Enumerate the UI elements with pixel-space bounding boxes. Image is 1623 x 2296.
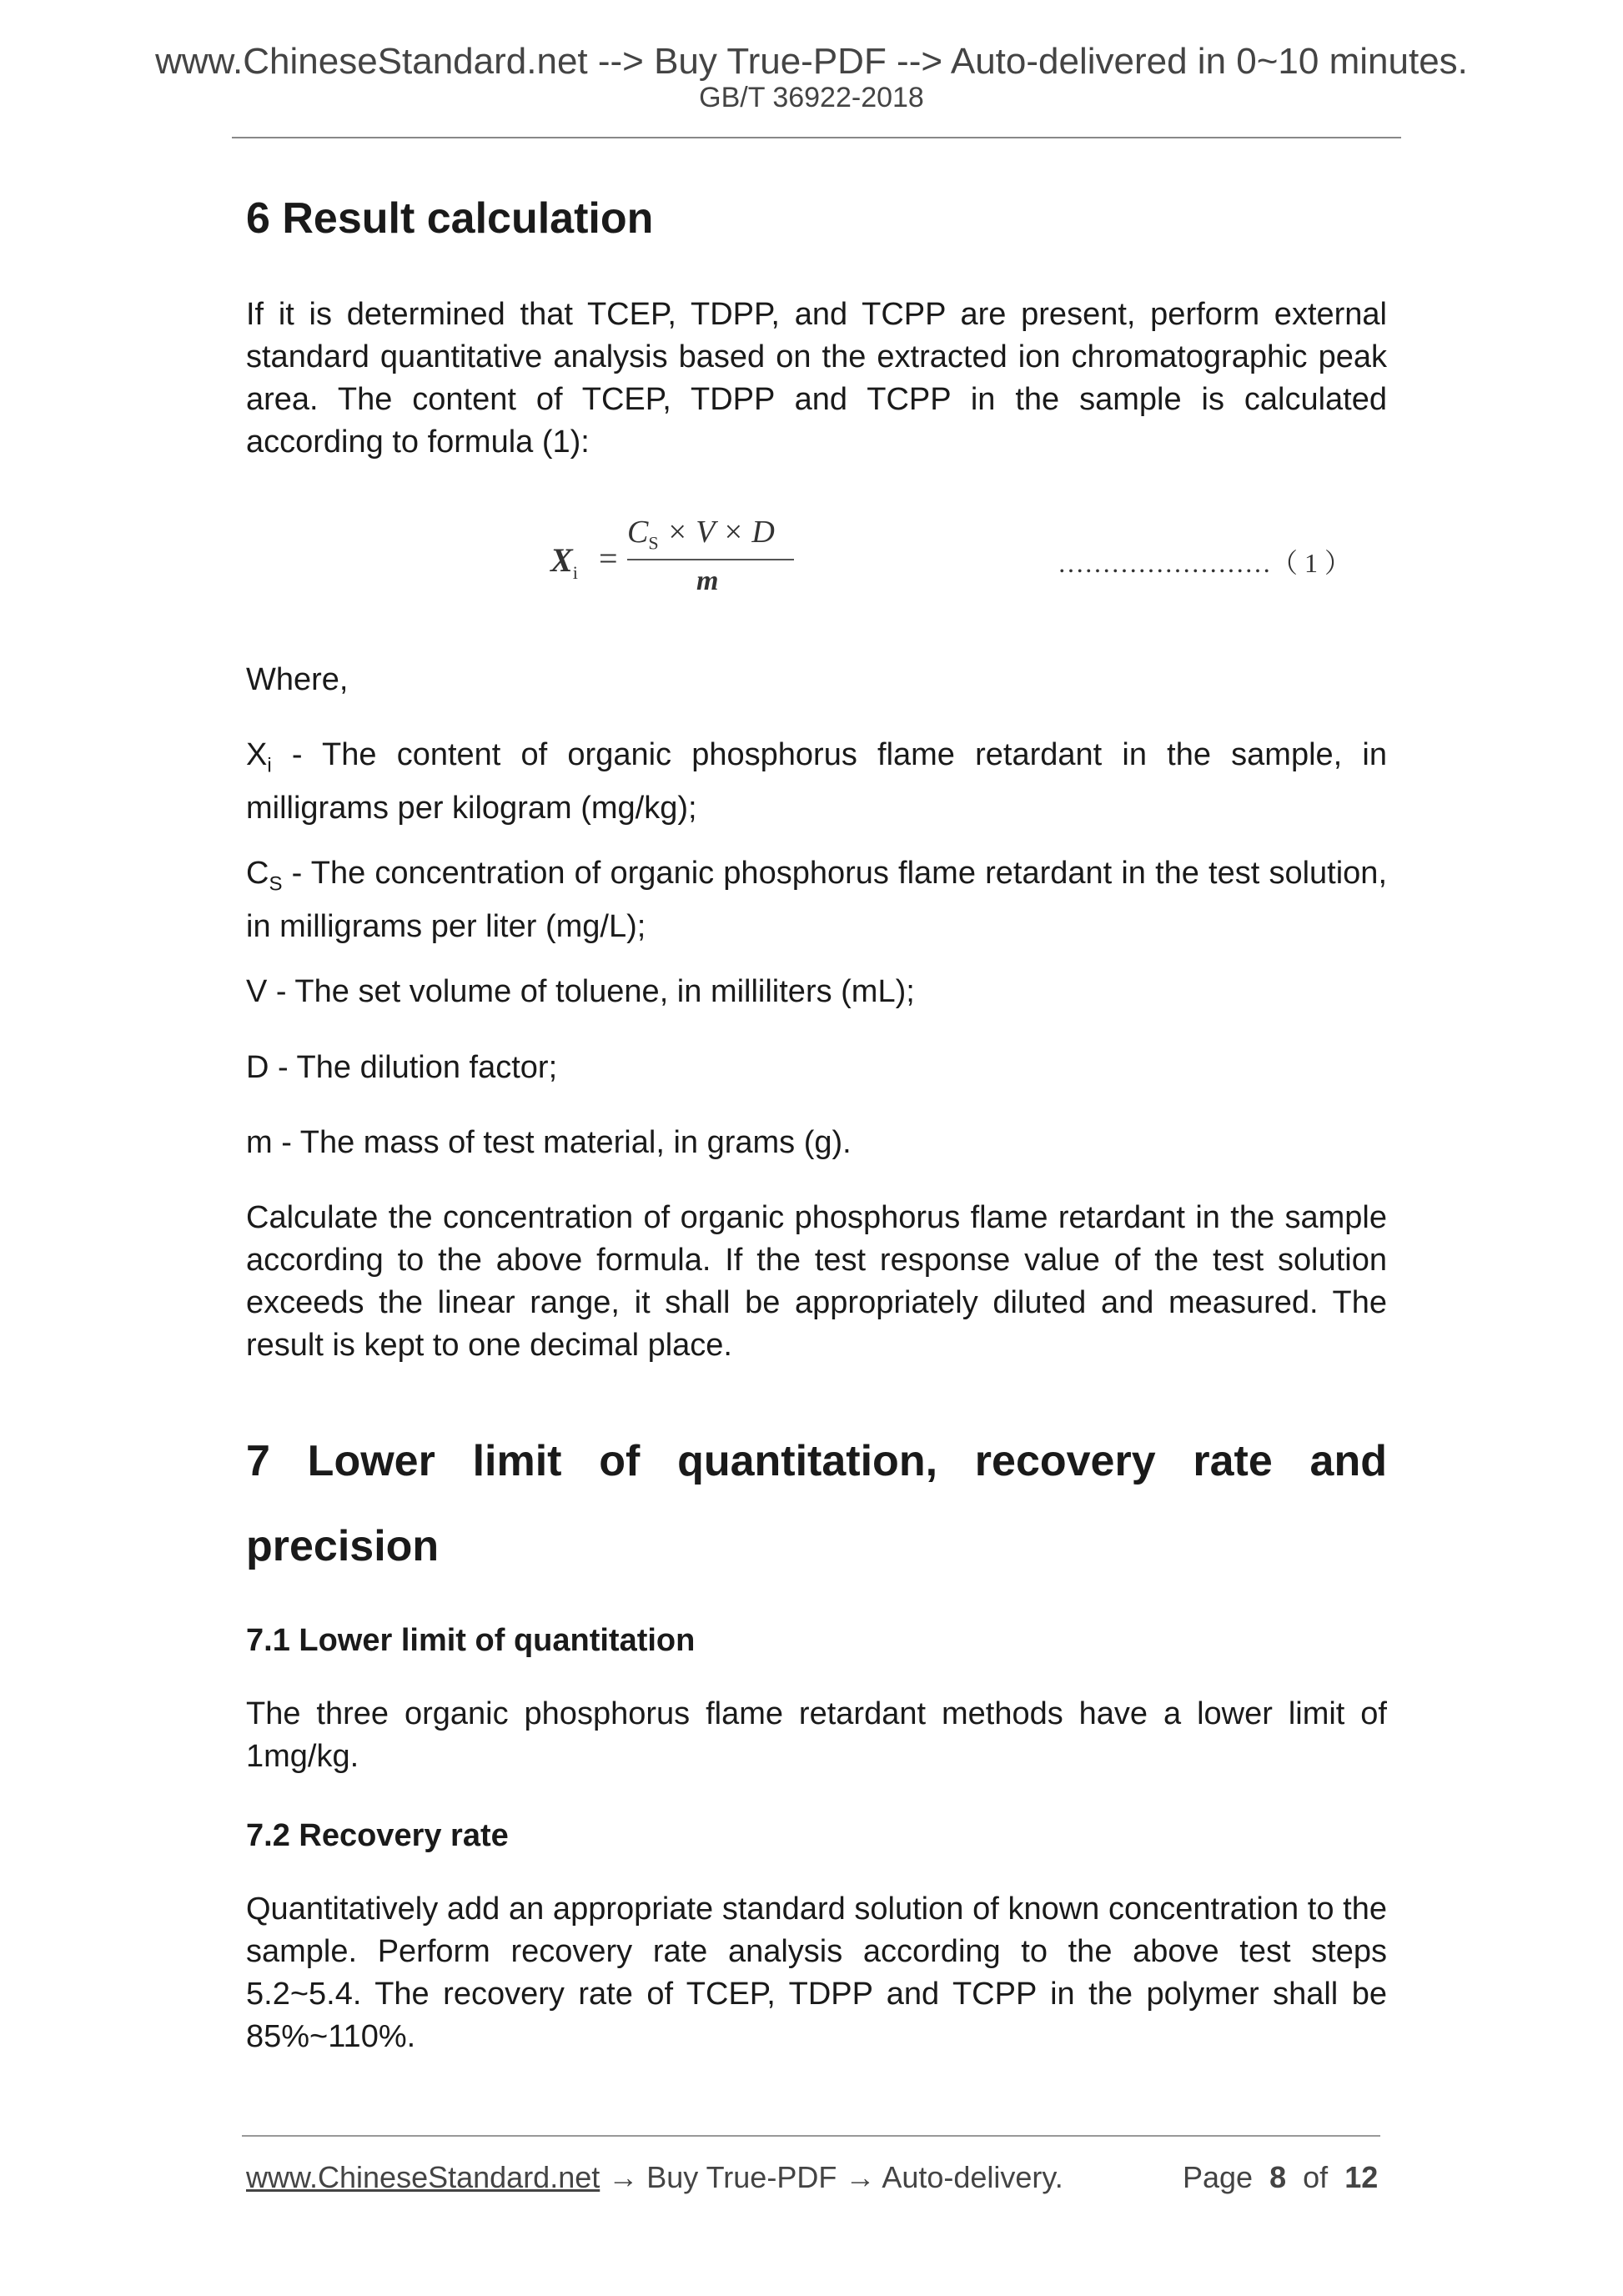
formula-lhs: $X_i$ [550,541,578,583]
footer-link-line [246,2160,1063,2195]
footer-divider [242,2135,1380,2137]
section-7-title-line2: precision [246,1522,440,1570]
footer-link-suffix: → Buy True-PDF → Auto-delivery. [600,2160,1063,2194]
section-7-2-title: 7.2 Recovery rate [246,1818,509,1853]
footer-page-number: Page 8 of 12 [1183,2160,1379,2194]
formula-1 [550,517,801,600]
formula-denominator: m [696,565,719,596]
footer-site-link[interactable]: www.ChineseStandard.net [246,2160,600,2194]
definition-cs: $C_S$ - The concentration of organic phosphorus flame retardant in the test solution, in milligrams per liter (mg/L); [246,856,1387,944]
definition-d: D - The dilution factor; [246,1050,558,1085]
section-7-title-line1: 7 Lower limit of quantitation, recovery rate and [246,1437,1387,1485]
section-7-1-text: The three organic phosphorus flame retardant methods have a lower limit of 1mg/kg. [246,1696,1387,1774]
section-6-title: 6 Result calculation [246,194,654,243]
section-7-2-text: Quantitatively add an appropriate standard solution of known concentration to the sample. Perform recovery rate analysis according to the above test steps 5.2~5.4. The recovery rate of TCEP, TDPP and TCPP in the polymer shall be 85%~110%. [246,1892,1387,2054]
formula-equals: = [599,540,618,577]
definition-xi: $X_i$ - The content of organic phosphorus flame retardant in the sample, in milligrams per kilogram (mg/kg); [246,737,1387,826]
header-divider [232,137,1401,138]
section-6-conclusion: Calculate the concentration of organic phosphorus flame retardant in the sample according to the above formula. If the test response value of the test solution exceeds the linear range, it shall be appropriately diluted and measured. The result is kept to one decimal place. [246,1200,1387,1363]
definition-m: m - The mass of test material, in grams (g). [246,1125,852,1160]
header-banner: www.ChineseStandard.net --> Buy True-PDF --> Auto-delivered in 0~10 minutes. [155,41,1468,82]
standard-code: GB/T 36922-2018 [699,82,924,113]
section-7-1-title: 7.1 Lower limit of quantitation [246,1623,696,1658]
where-label: Where, [246,662,349,697]
formula-number: ……………………（ 1 ） [1058,548,1352,578]
section-6-intro: If it is determined that TCEP, TDPP, and TCPP are present, perform external standard quantitative analysis based on the extracted ion chromatographic peak area. The content of TCEP, TDPP and TCPP in the sample is calculated according to formula (1): [246,297,1387,460]
definition-v: V - The set volume of toluene, in milliliters (mL); [246,974,915,1009]
formula-fraction-bar [627,559,794,560]
formula-numerator: $C_S \times V \times D$ [627,515,775,554]
